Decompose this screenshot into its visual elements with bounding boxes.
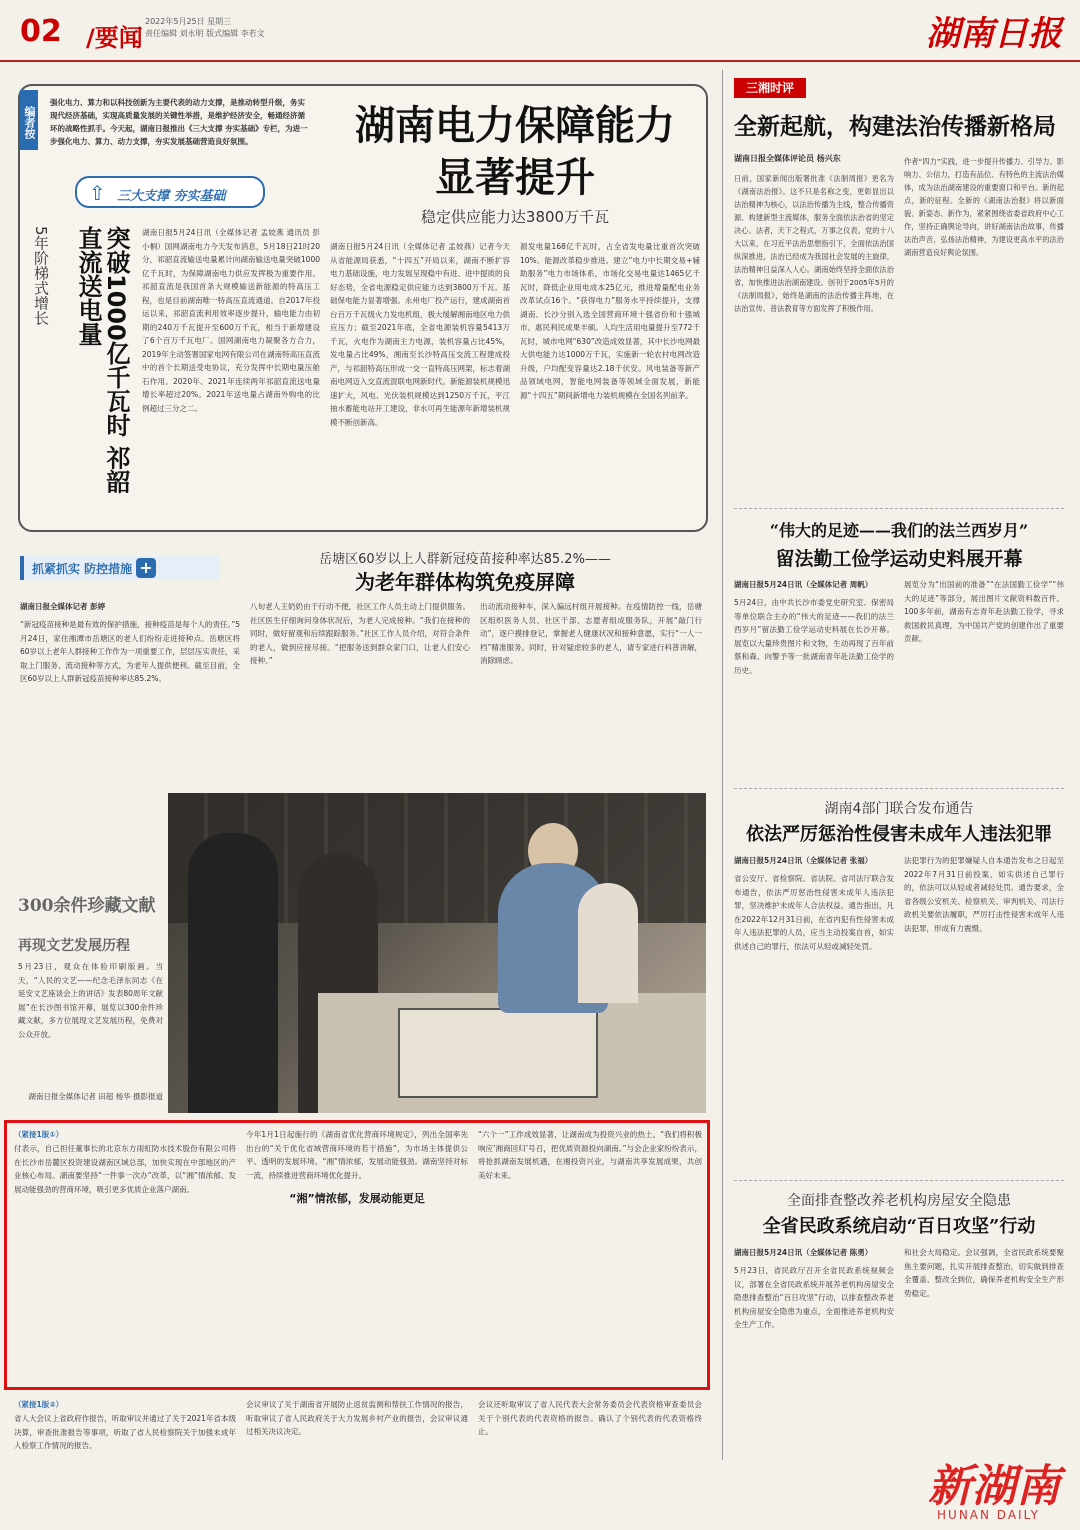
editor-note-tag: 编者按 [20, 90, 38, 150]
continued2-column-3: 会议还听取审议了省人民代表大会常务委员会代表资格审查委员会关于个别代表的代表资格的报告。确认了个别代表的代表资格终止。 [478, 1400, 702, 1436]
continued2-column-1: 省人大会议上省政府作报告，听取审议并通过了关于2021年省本级决算，审查批准报告等事项，听取了省人民检察院关于加强未成年人检察工作情况的报告。 [14, 1414, 236, 1450]
photo-print [398, 1008, 598, 1098]
editors-line: 责任编辑 刘永明 版式编辑 李若文 [145, 29, 265, 38]
continued1-column-1: 付表示，自己担任董事长的北京东方雨虹防水技术股份有限公司将在长沙市岳麓区投资建设湖南区域总部，加快实现在中部地区的产业核心布局。湖南要坚持“一件事一次办”改革，以“湘”情浓郁、发展动能强劲的营商环境，吸引更多优质企业落户湖南。 [14, 1144, 236, 1194]
editor-note: 强化电力、算力和以科技创新为主要代表的动力支撑，是推动转型升级，务实现代经济基础，实现高质量发展的关键性举措，是维护经济安全，畅通经济循环的战略性抓手。今天起，湖南日报推出《三大支撑 夯实基础》专栏，为进一步强化电力、算力、动力支撑，夯实发展基础营造良好氛围。 [50, 98, 308, 146]
newspaper-logo: 湖南日报 [926, 14, 1062, 54]
commentary-byline: 湖南日报全媒体评论员 杨兴东 [734, 154, 841, 163]
vertical-subheadline: 5年阶梯式增长 [32, 226, 50, 326]
watermark-logo: 新湖南 [928, 1461, 1060, 1512]
continued2-column-2: 会议审议了关于湖南省开展防止返贫监测和帮扶工作情况的报告，听取审议了省人民政府关于大力发展乡村产业的报告，会议审议通过相关决议决定。 [246, 1400, 468, 1436]
feature-column-3: 源发电量168亿千瓦时，占全省发电量比重首次突破10%。能源改革稳步推进。建立“电力中长期交易+辅助服务”电力市场体系，市场化交易电量达1465亿千瓦时，降低企业用电成本25亿元，推进增量配电业务改革试点16个。“获得电力”服务水平持续提升，支撑湖南、长沙分别入选全国营商环境十强省份和十强城市。惠民利民成果丰硕。人均生活用电量提升至772千瓦时，城市电网“630”改造成效显著，其中长沙电网最大供电能力达1000万千瓦，实施新一轮农村电网改造升级，户均配变容量达2.18千伏安。风电装备等新产品领域电网，智能电网装备等领域全面发展，新能源“十四五”期间新增电力装机规模在全国名列前茅。 [520, 242, 700, 400]
section-divider [734, 508, 1064, 509]
column-banner [75, 176, 265, 208]
continued1-column-2: 今年1月1日起施行的《湖南省优化营商环境规定》，列出全国率先出台的“关于优化省域营商环境的若干措施”，为市场主体提供公平、透明的发展环境。“湘”情浓郁，发展动能强劲。湖南坚持对标一流，持续推进营商环境优化提升。 [246, 1130, 468, 1180]
epidemic-tag-label: 抓紧抓实 防控措施 [32, 562, 133, 576]
france-column-1: 5月24日，由中共长沙市委党史研究室、保密局等单位联合主办的“伟大的足迹——我们的法兰西岁月”留法勤工俭学运动史料展在长沙开幕。展览以大量珍贵图片和文物，生动再现了百年前蔡和森、向警予等一批湖南青年赴法勤工俭学的历史。 [734, 598, 894, 675]
minor-kicker: 湖南4部门联合发布通告 [824, 801, 974, 817]
continued-label: （紧接1版②） [14, 1400, 64, 1409]
main-headline [330, 100, 700, 204]
plus-icon: + [136, 558, 156, 578]
main-subheadline: 稳定供应能力达3800万千瓦 [420, 208, 610, 226]
photo-figure [578, 883, 638, 1003]
feature-column-2: 湖南日报5月24日讯（全媒体记者 孟姣燕）记者今天从省能源局获悉，“十四五”开局以来，湖南不断扩容电力基础设施，电力发展呈现稳中有进、进中提质的良好态势，全省电源稳定供应能力达到3800万千瓦。基础保电能力显著增强。永州电厂投产运行，建成湖南首台百万千瓦级火力发电机组，极大缓解湘南地区电力供应压力；截至2021年底，全省电源装机容量5413万千瓦，火电作为湖南主力电源，装机容量占比45%，发电量占比49%，湘南至长沙特高压交流工程建成投产，与祁韶特高压形成一交一直特高压网架，标志着湖南电网迈入交直流混联电网新时代。新能源装机规模迅速扩大，风电、光伏装机规模达到1250万千瓦，平江抽水蓄能电站开工建设，非水可再生能源年新增装机规模不断创新高。 [330, 242, 510, 427]
photo-credit: 湖南日报全媒体记者 田超 杨华 摄影报道 [28, 1092, 163, 1101]
continued1-subheading: “湘”情浓郁，发展动能更足 [289, 1192, 425, 1205]
commentary-title: 全新起航，构建法治传播新格局 [734, 113, 1056, 140]
pension-column-2: 和社会大局稳定。会议强调，全省民政系统要聚焦主要问题，扎实开展排查整治，切实做到排查全覆盖、整改全到位，确保养老机构安全生产形势稳定。 [904, 1248, 1064, 1298]
epidemic-tag [20, 556, 220, 580]
vaccine-kicker: 岳塘区60岁以上人群新冠疫苗接种率达85.2%—— [319, 552, 611, 567]
section-divider [734, 788, 1064, 789]
feature-column-1: 湖南日报5月24日讯（全媒体记者 孟姣燕 通讯员 彭小桐）国网湖南电力今天发布消息，5月18日21时20分，祁韶直流输送电量累计向湖南输送电量突破1000亿千瓦时，为保障湖南电力供应发挥极为重要作用。祁韶直流是我国首条大规模输送新能源的特高压工程，也是目前湖南唯一特高压直流通道。自2017年投运以来，祁韶直流利用效率逐步提升，输电能力由初期的240万千瓦提升至600万千瓦，相当于新增建设了6个百万千瓦电厂。国网湖南电力凝聚各方合力，2019年主动签署国家电网有限公司在湖南特高压直流中的首个长期送受电协议，充分发挥中长期电量压舱石作用。2020年、2021年连续两年祁韶直流送电量增长率超过20%。2021年送电量占湖南外购电的比例超过三分之二。 [142, 228, 320, 413]
vaccine-byline: 湖南日报全媒体记者 彭婷 [20, 602, 106, 611]
main-headline-line2: 显著提升 [435, 154, 595, 201]
france-title: 留法勤工俭学运动史料展开幕 [775, 548, 1023, 570]
vaccine-title: 为老年群体构筑免疫屏障 [355, 570, 575, 594]
pension-kicker: 全面排查整改养老机构房屋安全隐患 [787, 1193, 1011, 1209]
vaccine-column-2: 八旬老人王奶奶由于行动不便，社区工作人员主动上门提供服务。社区医生仔细询问身体状况后，为老人完成接种。“我们在接种的同时，做好留观和后续跟踪服务。”社区工作人员介绍，对符合条件的老人，做到应接尽接。“把服务送到群众家门口，让老人们安心接种。” [250, 602, 470, 665]
photo-caption: 5月23日，观众在体验印刷版画。当天，“人民的文艺——纪念毛泽东同志《在延安文艺座谈会上的讲话》发表80周年文献展”在长沙图书馆开幕，展览以300余件珍藏文献，多方位展现文艺发展历程，免费对公众开放。 [18, 962, 163, 1039]
commentary-tag: 三湘时评 [734, 78, 806, 98]
photo-story-subtitle: 再现文艺发展历程 [18, 938, 130, 954]
commentary-column-1: 日前，国家新闻出版署批准《法制周报》更名为《湖南法治报》。这不只是名称之变，更彰显出以法治精神为核心，以法治传播为主线，整合传播资源、构建新型主流媒体，服务全面依法治省的坚定决心。法者，天下之程式，万事之仪表。党的十八大以来，在习近平法治思想指引下，全面依法治国纵深推进，法治已经成为我国社会发展的主旋律，法治精神日益深入人心。湖南始终坚持全面依法治省，加快推进法治湖南建设。创刊于2005年5月的《法制周报》，始终是湖南的法治传播主阵地，在法治宣传、普法教育等方面发挥了积极作用。 [734, 174, 894, 313]
pension-byline: 湖南日报5月24日讯（全媒体记者 陈勇） [734, 1248, 873, 1257]
photo-figure [188, 833, 278, 1113]
continued-label: （紧接1版①） [14, 1130, 64, 1139]
commentary-column-2: 作者“四力”实践，进一步提升传播力、引导力、影响力、公信力，打造有品位、有特色的主流法治媒体，成为法治湖南建设的重要窗口和平台。新的起点，新的征程。全新的《湖南法治报》将以新面貌、新姿态、新作为，紧紧围绕省委省政府中心工作，坚持正确舆论导向，讲好湖南法治故事，传播法治声音，弘扬法治精神，为建设更高水平的法治湖南营造良好舆论氛围。 [904, 157, 1064, 257]
france-byline: 湖南日报5月24日讯（全媒体记者 周帆） [734, 580, 873, 589]
page-number: 02 [20, 14, 62, 49]
section-divider [734, 1180, 1064, 1181]
pension-column-1: 5月23日，省民政厅召开全省民政系统视频会议，部署在全省民政系统开展养老机构房屋安全隐患排查整治“百日攻坚”行动，以排查整改养老机构房屋安全隐患为重点，全面推进养老机构安全生产工作。 [734, 1266, 894, 1329]
minor-column-2: 法犯罪行为的犯罪嫌疑人自本通告发布之日起至2022年7月31日前投案，如实供述自己罪行的，依法可以从轻或者减轻处罚。通告要求，全省各级公安机关、检察机关、审判机关、司法行政机关要依法履职，严厉打击性侵害未成年人违法犯罪，形成有力震慑。 [904, 856, 1064, 933]
vaccine-column-1: “新冠疫苗接种是最有效的保护措施，接种疫苗是每个人的责任。”5月24日，家住湘潭市岳塘区的老人们纷纷走进接种点。岳塘区将60岁以上老年人群接种工作作为一项重要工作，层层压实责任，采取上门服务、流动接种等方式，为老年人提供便利。截至目前，全区60岁以上人群新冠疫苗接种率达85.2%。 [20, 620, 240, 683]
column-rule [722, 70, 723, 1460]
france-kicker: “伟大的足迹——我们的法兰西岁月” [769, 521, 1029, 540]
minor-byline: 湖南日报5月24日讯（全媒体记者 张福） [734, 856, 873, 865]
pension-title: 全省民政系统启动“百日攻坚”行动 [762, 1216, 1036, 1237]
vertical-headline: 突破1000亿千瓦时 祁韶直流送电量 [74, 226, 130, 494]
date-line: 2022年5月25日 星期三 [145, 17, 232, 26]
column-banner-label: 三大支撑 夯实基础 [117, 189, 226, 204]
photo-story-title: 300余件珍藏文献 [18, 896, 156, 916]
watermark-sub: HUNAN DAILY [937, 1508, 1040, 1522]
news-photo [168, 793, 706, 1113]
vaccine-column-3: 出动流动接种车，深入偏远村组开展接种。在疫情防控一线，岳塘区组织医务人员、社区干部、志愿者组成服务队，开展“敲门行动”，逐户摸排登记，掌握老人健康状况和接种意愿，实行“一人一档”精准服务。同时，针对疑虑较多的老人，请专家进行科普讲解，消除顾虑。 [480, 602, 702, 665]
page-section: /要闻 [86, 24, 143, 52]
minor-column-1: 省公安厅、省检察院、省法院、省司法厅联合发布通告，依法严厉惩治性侵害未成年人违法犯罪，坚决维护未成年人合法权益。通告指出，凡在2022年12月31日前，在省内犯有性侵害未成年人违法犯罪的人员，应当主动投案自首，如实供述自己的罪行，依法可从轻或减轻处罚。 [734, 874, 894, 951]
france-column-2: 展览分为“出国前的准备”“在法国勤工俭学”“伟大的足迹”等部分，展出图片文献资料数百件。100多年前，湖南有志青年赴法勤工俭学，寻求救国救民真理，为中国共产党的创建作出了重要贡献。 [904, 580, 1064, 643]
masthead-info [145, 16, 265, 40]
minor-title: 依法严厉惩治性侵害未成年人违法犯罪 [746, 824, 1052, 845]
continued1-column-3: “六个一”工作成效显著，让湖南成为投资兴业的热土。“我们将积极响应‘湘商回归’号召，把优质资源投向湖南。”与会企业家纷纷表示，将抢抓湖南发展机遇，在湘投资兴业，与湖南共享发展成果，共创美好未来。 [478, 1130, 702, 1180]
main-headline-line1: 湖南电力保障能力 [355, 102, 675, 149]
arrow-up-icon: ⇧ [89, 181, 106, 205]
